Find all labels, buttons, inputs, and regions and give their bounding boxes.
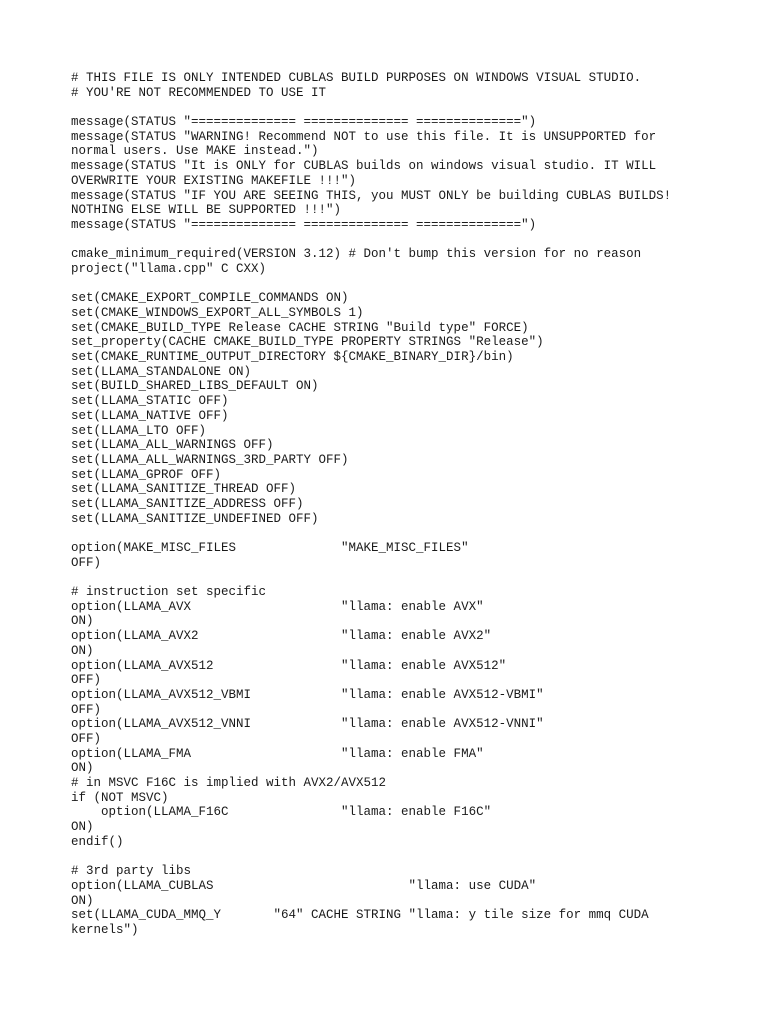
code-line: set_property(CACHE CMAKE_BUILD_TYPE PROPERTY STRINGS "Release"): [71, 335, 544, 350]
code-line: ON): [71, 820, 94, 835]
code-line: if (NOT MSVC): [71, 790, 169, 805]
code-line: # in MSVC F16C is implied with AVX2/AVX512: [71, 776, 387, 790]
code-line: set(LLAMA_LTO OFF): [71, 423, 207, 438]
blank-line: [71, 570, 761, 585]
code-line: option(LLAMA_AVX512 "llama: enable AVX512": [71, 658, 507, 673]
code-line: ON): [71, 614, 94, 629]
code-line: # 3rd party libs: [71, 864, 192, 879]
code-line: [71, 938, 761, 953]
code-line: OFF): [71, 702, 102, 717]
code-line: set(LLAMA_SANITIZE_THREAD OFF): [71, 482, 297, 497]
code-line: option(LLAMA_AVX "llama: enable AVX": [71, 599, 484, 614]
code-line: [71, 952, 761, 967]
code-line: set(LLAMA_GPROF OFF): [71, 467, 222, 482]
code-line: set(LLAMA_CUDA_MMQ_Y "64" CACHE STRING "llama: y tile size for mmq CUDA: [71, 908, 649, 923]
code-line: # YOU'RE NOT RECOMMENDED TO USE IT: [71, 85, 327, 100]
code-line: option(LLAMA_AVX2 "llama: enable AVX2": [71, 629, 492, 644]
code-line: set(LLAMA_ALL_WARNINGS_3RD_PARTY OFF): [71, 452, 349, 467]
code-line: ON): [71, 643, 94, 658]
code-line: option(LLAMA_AVX512_VBMI "llama: enable AVX512-VBMI": [71, 687, 544, 702]
code-line: set(LLAMA_ALL_WARNINGS OFF): [71, 438, 274, 453]
blank-line: [71, 526, 761, 541]
code-line: NOTHING ELSE WILL BE SUPPORTED !!!"): [71, 203, 342, 218]
code-line: ON): [71, 761, 94, 776]
code-line: message(STATUS "It is ONLY for CUBLAS builds on windows visual studio. IT WILL: [71, 159, 657, 174]
code-line: option(MAKE_MISC_FILES "MAKE_MISC_FILES": [71, 541, 469, 555]
code-line: OFF): [71, 673, 102, 688]
code-line: set(LLAMA_SANITIZE_UNDEFINED OFF): [71, 511, 319, 526]
code-line: set(LLAMA_SANITIZE_ADDRESS OFF): [71, 496, 304, 511]
code-line: [71, 849, 761, 864]
code-line: set(LLAMA_STANDALONE ON): [71, 364, 252, 379]
code-line: ON): [71, 893, 94, 908]
code-line: OFF): [71, 731, 102, 746]
code-line: set(CMAKE_EXPORT_COMPILE_COMMANDS ON): [71, 291, 349, 306]
code-line: OFF): [71, 555, 102, 570]
code-line: option(LLAMA_AVX512_VNNI "llama: enable AVX512-VNNI": [71, 717, 544, 732]
code-line: set(BUILD_SHARED_LIBS_DEFAULT ON): [71, 379, 319, 394]
code-line: message(STATUS "WARNING! Recommend NOT to use this file. It is UNSUPPORTED for: [71, 129, 657, 144]
blank-line: [71, 100, 761, 115]
blank-line: option(LLAMA_CUBLAS "llama: use CUDA": [71, 878, 537, 893]
document-page: [71, 71, 761, 967]
blank-line: [71, 277, 761, 292]
code-line: # instruction set specific: [71, 585, 267, 600]
code-line: message(STATUS "============== ============== =============="): [71, 217, 537, 232]
code-line: option(LLAMA_F16C "llama: enable F16C": [71, 805, 492, 820]
code-line: set(LLAMA_STATIC OFF): [71, 394, 229, 409]
code-line: set(CMAKE_BUILD_TYPE Release CACHE STRING "Build type" FORCE): [71, 320, 529, 335]
code-line: # THIS FILE IS ONLY INTENDED CUBLAS BUILD PURPOSES ON WINDOWS VISUAL STUDIO.: [71, 71, 642, 85]
code-line: set(CMAKE_RUNTIME_OUTPUT_DIRECTORY ${CMAKE_BINARY_DIR}/bin): [71, 350, 514, 365]
code-line: message(STATUS "IF YOU ARE SEEING THIS, you MUST ONLY be building CUBLAS BUILDS!: [71, 188, 672, 203]
code-line: normal users. Use MAKE instead."): [71, 144, 319, 159]
code-line: OVERWRITE YOUR EXISTING MAKEFILE !!!"): [71, 173, 357, 188]
code-line: option(LLAMA_FMA "llama: enable FMA": [71, 746, 484, 761]
code-line: project("llama.cpp" C CXX): [71, 261, 267, 276]
code-line: kernels"): [71, 922, 139, 937]
code-line: message(STATUS "============== ============== =============="): [71, 115, 537, 130]
code-line: cmake_minimum_required(VERSION 3.12) # Don't bump this version for no reason: [71, 247, 642, 262]
blank-line: [71, 233, 761, 248]
code-line: set(LLAMA_NATIVE OFF): [71, 408, 229, 423]
code-line: set(CMAKE_WINDOWS_EXPORT_ALL_SYMBOLS 1): [71, 306, 364, 320]
code-line: endif(): [71, 834, 124, 849]
